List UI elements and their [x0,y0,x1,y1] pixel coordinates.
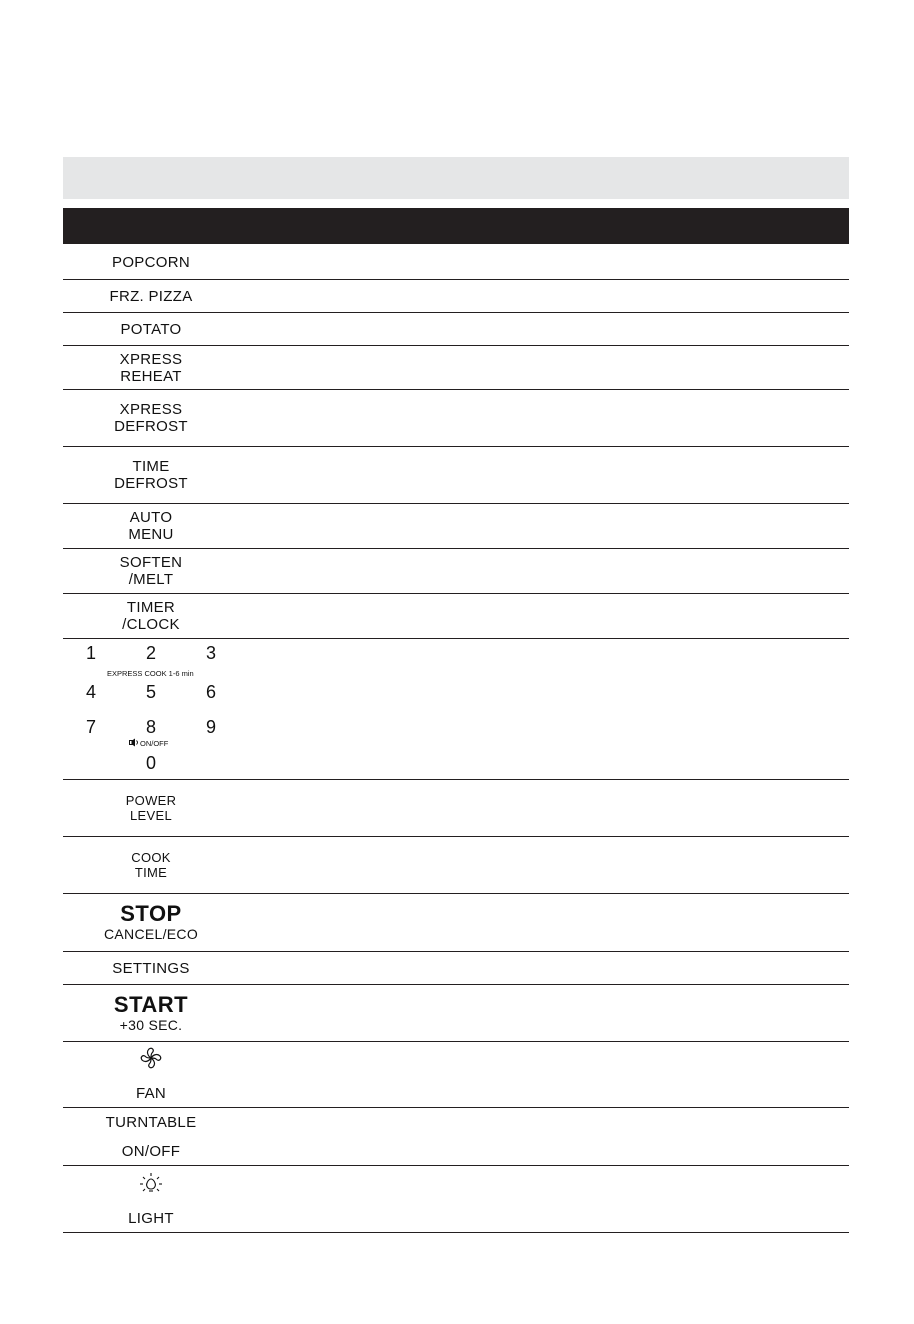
potato-key[interactable]: POTATO [120,320,182,338]
express-cook-label: EXPRESS COOK 1-6 min [107,669,194,678]
auto-menu-key[interactable]: AUTO MENU [128,509,174,543]
cook-time-key[interactable]: COOK TIME [131,850,171,880]
table-row-popcorn [63,245,849,280]
digit-3-key[interactable]: 3 [205,643,216,663]
digit-2-key[interactable]: 2 [145,643,156,663]
number-keypad [63,639,239,779]
table-row-start [63,985,849,1042]
table-row-timer-clock [63,594,849,639]
speaker-mute-icon [129,738,139,747]
fan-icon [140,1047,162,1069]
digit-5-key[interactable]: 5 [145,682,156,702]
table-row-auto-menu [63,504,849,549]
digit-6-key[interactable]: 6 [205,682,216,702]
light-key[interactable]: LIGHT [63,1166,239,1232]
table-row-keypad [63,639,849,780]
table-row-xpress-reheat [63,346,849,390]
popcorn-key[interactable]: POPCORN [112,253,190,271]
table-row-soften-melt [63,549,849,594]
table-row-power-level [63,780,849,837]
start-key[interactable]: START +30 SEC. [113,991,189,1033]
fan-key[interactable]: FAN [63,1042,239,1107]
stop-cancel-key[interactable]: STOP CANCEL/ECO [103,901,199,942]
settings-key[interactable]: SETTINGS [112,959,190,977]
sound-toggle-label: ON/OFF [140,739,169,748]
digit-8-key[interactable]: 8 [145,717,156,737]
table-row-light [63,1166,849,1233]
table-header-bar [63,208,849,244]
time-defrost-key[interactable]: TIME DEFROST [114,458,188,492]
table-row-time-defrost [63,447,849,504]
power-level-key[interactable]: POWER LEVEL [125,793,177,823]
digit-9-key[interactable]: 9 [205,717,216,737]
table-row-potato [63,313,849,346]
digit-4-key[interactable]: 4 [85,682,96,702]
light-bulb-icon [139,1172,163,1196]
timer-clock-key[interactable]: TIMER /CLOCK [122,599,180,633]
digit-7-key[interactable]: 7 [85,717,96,737]
digit-1-key[interactable]: 1 [85,643,96,663]
table-row-stop [63,894,849,952]
xpress-reheat-key[interactable]: XPRESS REHEAT [119,350,183,385]
frz-pizza-key[interactable]: FRZ. PIZZA [109,287,193,305]
table-row-xpress-defrost [63,390,849,447]
xpress-defrost-key[interactable]: XPRESS DEFROST [114,401,188,435]
table-row-turntable [63,1108,849,1166]
header-band [63,157,849,199]
turntable-key[interactable]: TURNTABLE ON/OFF [105,1113,197,1160]
table-row-fan [63,1042,849,1108]
table-row-settings [63,952,849,985]
soften-melt-key[interactable]: SOFTEN /MELT [119,554,183,588]
table-row-frz-pizza [63,280,849,313]
digit-0-key[interactable]: 0 [145,753,156,773]
table-row-cook-time [63,837,849,894]
